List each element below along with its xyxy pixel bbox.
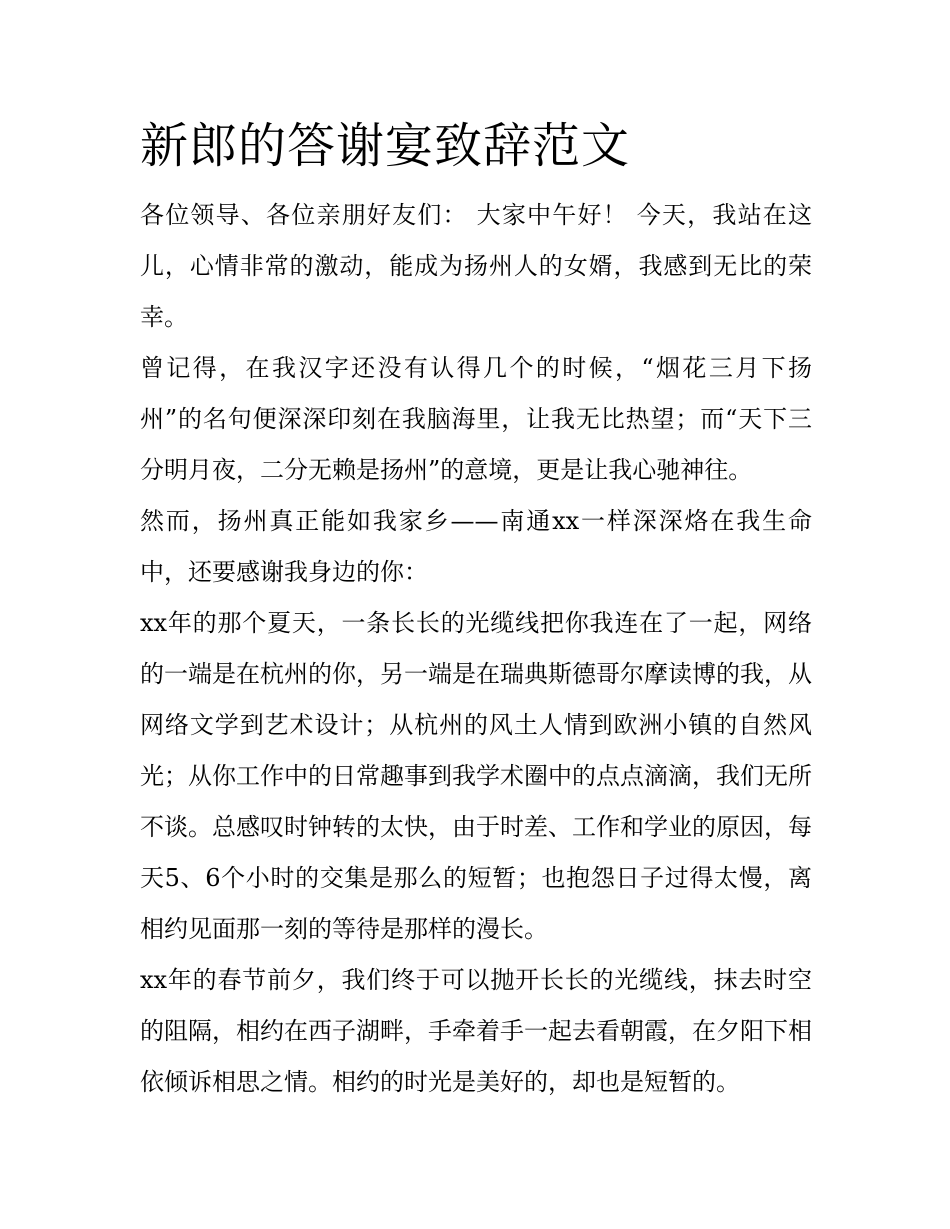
document-page (140, 112, 812, 1108)
paragraph-summer: xx年的那个夏天，一条长长的光缆线把你我连在了一起，网络的一端是在杭州的你，另一端是在瑞典斯德哥尔摩读博的我，从网络文学到艺术设计；从杭州的风土人情到欧洲小镇的自然风光；从你工作中的日常趣事到我学术圈中的点点滴滴，我们无所不谈。总感叹时钟转的太快，由于时差、工作和学业的原因，每天5、6个小时的交集是那么的短暂；也抱怨日子过得太慢，离相约见面那一刻的等待是那样的漫长。 (140, 609, 812, 943)
paragraph-memory: 曾记得，在我汉字还没有认得几个的时候，“烟花三月下扬州”的名句便深深印刻在我脑海里，让我无比热望；而“天下三分明月夜，二分无赖是扬州”的意境，更是让我心驰神往。 (140, 354, 812, 484)
paragraph-spring-festival: xx年的春节前夕，我们终于可以抛开长长的光缆线，抹去时空的阻隔，相约在西子湖畔，手牵着手一起去看朝霞，在夕阳下相依倾诉相思之情。相约的时光是美好的，却也是短暂的。 (140, 966, 812, 1096)
paragraph-hometown: 然而，扬州真正能如我家乡——南通xx一样深深烙在我生命中，还要感谢我身边的你： (140, 507, 812, 586)
paragraph-greeting: 各位领导、各位亲朋好友们： 大家中午好！ 今天，我站在这儿，心情非常的激动，能成为扬州人的女婿，我感到无比的荣幸。 (140, 201, 812, 331)
document-title: 新郎的答谢宴致辞范文 (140, 118, 631, 174)
